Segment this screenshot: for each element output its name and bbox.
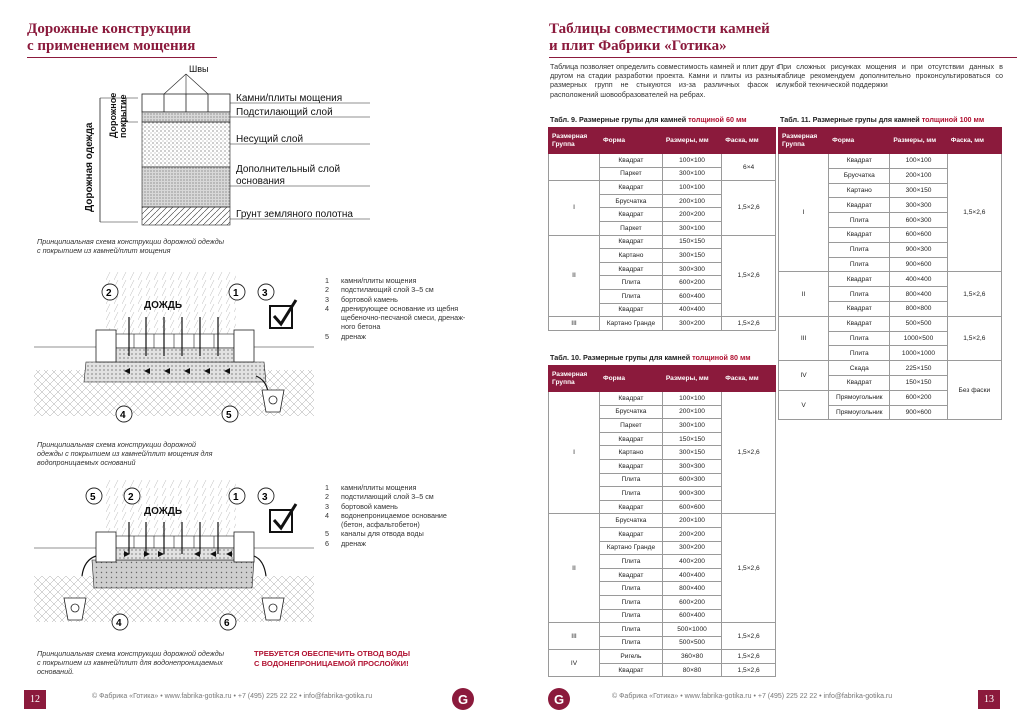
- dimensions: 600×600: [890, 227, 947, 242]
- dimensions: 1000×500: [890, 331, 947, 346]
- legend-item: 1 камни/плиты мощения: [325, 276, 417, 285]
- dimensions: 600×200: [662, 595, 721, 609]
- layer-label: основания: [236, 176, 285, 187]
- dimensions: 300×300: [662, 459, 721, 473]
- shape: Плита: [829, 242, 890, 257]
- dimensions: 100×100: [662, 154, 721, 168]
- dimensions: 360×80: [662, 650, 721, 664]
- shape: Плита: [600, 623, 663, 637]
- shape: Картано Гранде: [600, 317, 663, 331]
- shape: Квадрат: [600, 663, 663, 677]
- marker: 2: [106, 288, 112, 299]
- logo-icon: G: [452, 688, 474, 710]
- dimensions: 600×400: [662, 289, 721, 303]
- marker: 3: [262, 288, 268, 299]
- dimensions: 300×100: [662, 419, 721, 433]
- table-header: Размеры, мм: [662, 366, 721, 392]
- shape: Плита: [600, 289, 663, 303]
- table-row: [779, 316, 1002, 331]
- dimensions: 600×300: [890, 213, 947, 228]
- rain-label: ДОЖДЬ: [144, 506, 183, 517]
- table-row: [549, 514, 776, 528]
- dimensions: 600×200: [890, 390, 947, 405]
- shape: Квадрат: [600, 527, 663, 541]
- dimensions: 500×500: [662, 636, 721, 650]
- table-header: Фаска, мм: [722, 366, 776, 392]
- right-page: [512, 0, 1024, 723]
- table-caption: Табл. 9. Размерные групы для камней толщиной 60 мм: [550, 115, 747, 124]
- table-caption: Табл. 11. Размерные групы для камней толщиной 100 мм: [780, 115, 985, 124]
- intro-text-secondary: При сложных рисунках мощения и при отсутствии данных в таблице рекомендуем дополнительно проконсультироваться со службой технической поддержки: [778, 62, 1003, 90]
- legend-item: 4 дренирующее основание из щебня: [325, 303, 459, 313]
- layer-label: Несущий слой: [236, 134, 304, 145]
- dimensions: 400×400: [890, 272, 947, 287]
- chamfer: Без фаски: [947, 361, 1001, 420]
- chamfer: 1,5×2,6: [722, 392, 776, 514]
- shape: Квадрат: [829, 316, 890, 331]
- dimensions: 500×1000: [662, 623, 721, 637]
- table-row: [779, 154, 1002, 169]
- shape: Плита: [829, 331, 890, 346]
- shape: Квадрат: [829, 375, 890, 390]
- table-header: Форма: [600, 128, 663, 154]
- shape: Плита: [600, 582, 663, 596]
- dimensions: 300×300: [890, 198, 947, 213]
- legend: [325, 276, 465, 341]
- shape: Квадрат: [600, 154, 663, 168]
- warning-text: ТРЕБУЕТСЯ ОБЕСПЕЧИТЬ ОТВОД ВОДЫ С ВОДОНЕПРОНИЦАЕМОЙ ПРОСЛОЙКИ!: [254, 649, 411, 668]
- size-group: II: [549, 514, 600, 623]
- shape: Плита: [600, 595, 663, 609]
- dimensions: 200×200: [662, 527, 721, 541]
- shape: Плита: [600, 276, 663, 290]
- road-cover-label-1: Дорожное: [108, 92, 118, 138]
- shape: Скада: [829, 361, 890, 376]
- impermeable-base-diagram: [34, 480, 314, 640]
- size-group: II: [549, 235, 600, 317]
- table-row: [549, 317, 776, 331]
- legend-item: 2 подстилающий слой 3–5 см: [325, 285, 434, 295]
- shape: Квадрат: [600, 303, 663, 317]
- size-group: [549, 154, 600, 181]
- chamfer: 6×4: [722, 154, 776, 181]
- shape: Квадрат: [829, 301, 890, 316]
- shape: Брусчатка: [600, 194, 663, 208]
- marker: 3: [262, 492, 268, 503]
- chamfer: 1,5×2,6: [722, 663, 776, 677]
- table-header: Размерная Группа: [549, 366, 600, 392]
- size-group: IV: [779, 361, 829, 391]
- road-clothing-label: Дорожная одежда: [84, 122, 95, 212]
- dimensions: 800×400: [662, 582, 721, 596]
- shape: Брусчатка: [600, 405, 663, 419]
- shape: Квадрат: [600, 459, 663, 473]
- marker: 1: [233, 288, 239, 299]
- legend-item: 3 бортовой камень: [325, 501, 398, 511]
- dimensions: 800×800: [890, 301, 947, 316]
- dimensions: 400×200: [662, 555, 721, 569]
- shape: Картано: [600, 249, 663, 263]
- table-80mm: [548, 365, 776, 677]
- shape: Квадрат: [829, 272, 890, 287]
- shape: Квадрат: [600, 235, 663, 249]
- diagram-caption: Принципиальная схема конструкции дорожной одежды с покрытием из камней/плит для водонепроницаемых оснований.: [37, 649, 225, 676]
- size-group: I: [549, 181, 600, 235]
- shape: Плита: [829, 346, 890, 361]
- dimensions: 600×300: [662, 473, 721, 487]
- dimensions: 600×200: [662, 276, 721, 290]
- road-cover-label-2: покрытие: [118, 94, 128, 138]
- layer-label: Подстилающий слой: [236, 107, 333, 118]
- chamfer: 1,5×2,6: [722, 650, 776, 664]
- table-100mm: [778, 127, 1002, 420]
- size-group: IV: [549, 650, 600, 677]
- table-row: [779, 272, 1002, 287]
- shape: Квадрат: [829, 154, 890, 169]
- size-group: III: [549, 317, 600, 331]
- permeable-base-diagram: [34, 272, 314, 432]
- table-60mm: [548, 127, 776, 331]
- diagram-caption: Принципиальная схема конструкции дорожной одежды с покрытием из камней/плит мощения для водопроницаемых оснований: [37, 440, 213, 467]
- size-group: I: [549, 392, 600, 514]
- legend: [325, 483, 447, 548]
- table-row: [779, 361, 1002, 376]
- shape: Картано: [829, 183, 890, 198]
- page-title: Таблицы совместимости камней и плит Фабрики «Готика»: [549, 21, 770, 54]
- legend-item: 4 водонепроницаемое основание: [325, 510, 447, 520]
- dimensions: 500×500: [890, 316, 947, 331]
- shape: Квадрат: [600, 392, 663, 406]
- dimensions: 100×100: [890, 154, 947, 169]
- table-header: Размеры, мм: [890, 128, 947, 154]
- table-row: [549, 623, 776, 637]
- dimensions: 150×150: [890, 375, 947, 390]
- layer-label: Грунт земляного полотна: [236, 209, 353, 220]
- dimensions: 300×200: [662, 541, 721, 555]
- chamfer: 1,5×2,6: [722, 235, 776, 317]
- dimensions: 100×100: [662, 181, 721, 195]
- chamfer: 1,5×2,6: [722, 181, 776, 235]
- shape: Картано Гранде: [600, 541, 663, 555]
- table-header: Фаска, мм: [722, 128, 776, 154]
- dimensions: 150×150: [662, 432, 721, 446]
- legend-item: (бетон, асфальтобетон): [341, 520, 420, 530]
- legend-item: 3 бортовой камень: [325, 294, 398, 304]
- table-header: Фаска, мм: [947, 128, 1001, 154]
- size-group: V: [779, 390, 829, 420]
- dimensions: 900×600: [890, 405, 947, 420]
- dimensions: 600×400: [662, 609, 721, 623]
- table-header: Форма: [829, 128, 890, 154]
- shape: Квадрат: [600, 432, 663, 446]
- table-row: [549, 235, 776, 249]
- marker: 1: [233, 492, 239, 503]
- page-title: Дорожные конструкции с применением мощения: [27, 21, 196, 54]
- size-group: III: [549, 623, 600, 650]
- shape: Прямоугольник: [829, 405, 890, 420]
- shape: Картано: [600, 446, 663, 460]
- table-header: Размеры, мм: [662, 128, 721, 154]
- legend-item: 1 камни/плиты мощения: [325, 483, 417, 492]
- title-underline: [27, 57, 217, 58]
- shape: Брусчатка: [600, 514, 663, 528]
- table-caption: Табл. 10. Размерные групы для камней толщиной 80 мм: [550, 353, 751, 362]
- rain-label: ДОЖДЬ: [144, 300, 183, 311]
- dimensions: 300×300: [662, 262, 721, 276]
- chamfer: 1,5×2,6: [722, 623, 776, 650]
- shape: Плита: [829, 213, 890, 228]
- title-underline: [549, 57, 1017, 58]
- shape: Плита: [829, 287, 890, 302]
- dimensions: 300×100: [662, 167, 721, 181]
- layer-label: Дополнительный слой: [236, 164, 341, 175]
- dimensions: 600×600: [662, 500, 721, 514]
- table-row: [549, 181, 776, 195]
- road-layers-diagram: [60, 62, 390, 234]
- shape: Брусчатка: [829, 168, 890, 183]
- dimensions: 900×300: [662, 487, 721, 501]
- marker: 4: [120, 410, 126, 421]
- dimensions: 300×200: [662, 317, 721, 331]
- marker: 6: [224, 618, 230, 629]
- legend-item: 2 подстилающий слой 3–5 см: [325, 492, 434, 502]
- marker: 2: [128, 492, 134, 503]
- dimensions: 200×100: [662, 194, 721, 208]
- dimensions: 80×80: [662, 663, 721, 677]
- dimensions: 300×150: [890, 183, 947, 198]
- seams-label: Швы: [189, 64, 209, 74]
- chamfer: 1,5×2,6: [947, 316, 1001, 360]
- size-group: I: [779, 154, 829, 272]
- shape: Квадрат: [829, 198, 890, 213]
- logo-icon: G: [548, 688, 570, 710]
- shape: Плита: [600, 487, 663, 501]
- dimensions: 1000×1000: [890, 346, 947, 361]
- dimensions: 200×100: [662, 405, 721, 419]
- intro-text: Таблица позволяет определить совместимость камней и плит друг с другом на стадии разработки проекта. Камни и плиты из разных размерных групп не стыкуются из-за различных фасок и расположений шовообразователей на ребрах.: [550, 62, 780, 99]
- legend-item: 5 дренаж: [325, 331, 366, 341]
- layer-label: Камни/плиты мощения: [236, 93, 343, 104]
- legend-item: ного бетона: [341, 322, 381, 332]
- diagram-caption: Принципиальная схема конструкции дорожной одежды с покрытием из камней/плит мощения: [37, 237, 225, 255]
- dimensions: 800×400: [890, 287, 947, 302]
- shape: Квадрат: [600, 181, 663, 195]
- shape: Квадрат: [600, 500, 663, 514]
- marker: 4: [116, 618, 122, 629]
- shape: Паркет: [600, 419, 663, 433]
- table-header: Размерная Группа: [549, 128, 600, 154]
- footer-text: © Фабрика «Готика» • www.fabrika-gotika.ru • +7 (495) 225 22 22 • info@fabrika-gotika.ru: [612, 693, 893, 700]
- shape: Плита: [600, 555, 663, 569]
- table-row: [549, 154, 776, 168]
- marker: 5: [90, 492, 96, 503]
- shape: Плита: [600, 609, 663, 623]
- dimensions: 900×300: [890, 242, 947, 257]
- dimensions: 100×100: [662, 392, 721, 406]
- chamfer: 1,5×2,6: [947, 154, 1001, 272]
- shape: Квадрат: [600, 262, 663, 276]
- shape: Прямоугольник: [829, 390, 890, 405]
- dimensions: 200×100: [890, 168, 947, 183]
- chamfer: 1,5×2,6: [722, 317, 776, 331]
- chamfer: 1,5×2,6: [947, 272, 1001, 316]
- legend-item: щебеночно-песчаной смеси, дренаж-: [341, 313, 466, 323]
- page-number: 12: [24, 690, 46, 709]
- table-row: [549, 650, 776, 664]
- page-number: 13: [978, 690, 1000, 709]
- dimensions: 400×400: [662, 303, 721, 317]
- shape: Плита: [600, 636, 663, 650]
- dimensions: 400×400: [662, 568, 721, 582]
- dimensions: 300×100: [662, 221, 721, 235]
- shape: Паркет: [600, 167, 663, 181]
- shape: Плита: [600, 473, 663, 487]
- chamfer: 1,5×2,6: [722, 514, 776, 623]
- legend-item: 5 каналы для отвода воды: [325, 529, 424, 539]
- dimensions: 900×600: [890, 257, 947, 272]
- shape: Квадрат: [600, 208, 663, 222]
- dimensions: 300×150: [662, 446, 721, 460]
- size-group: III: [779, 316, 829, 360]
- size-group: II: [779, 272, 829, 316]
- shape: Квадрат: [829, 227, 890, 242]
- dimensions: 300×150: [662, 249, 721, 263]
- dimensions: 200×100: [662, 514, 721, 528]
- table-row: [549, 392, 776, 406]
- shape: Паркет: [600, 221, 663, 235]
- table-header: Размерная Группа: [779, 128, 829, 154]
- dimensions: 200×200: [662, 208, 721, 222]
- shape: Плита: [829, 257, 890, 272]
- shape: Ригель: [600, 650, 663, 664]
- dimensions: 225×150: [890, 361, 947, 376]
- marker: 5: [226, 410, 232, 421]
- table-header: Форма: [600, 366, 663, 392]
- legend-item: 6 дренаж: [325, 538, 366, 548]
- footer-text: © Фабрика «Готика» • www.fabrika-gotika.ru • +7 (495) 225 22 22 • info@fabrika-gotika.ru: [92, 693, 373, 700]
- dimensions: 150×150: [662, 235, 721, 249]
- shape: Квадрат: [600, 568, 663, 582]
